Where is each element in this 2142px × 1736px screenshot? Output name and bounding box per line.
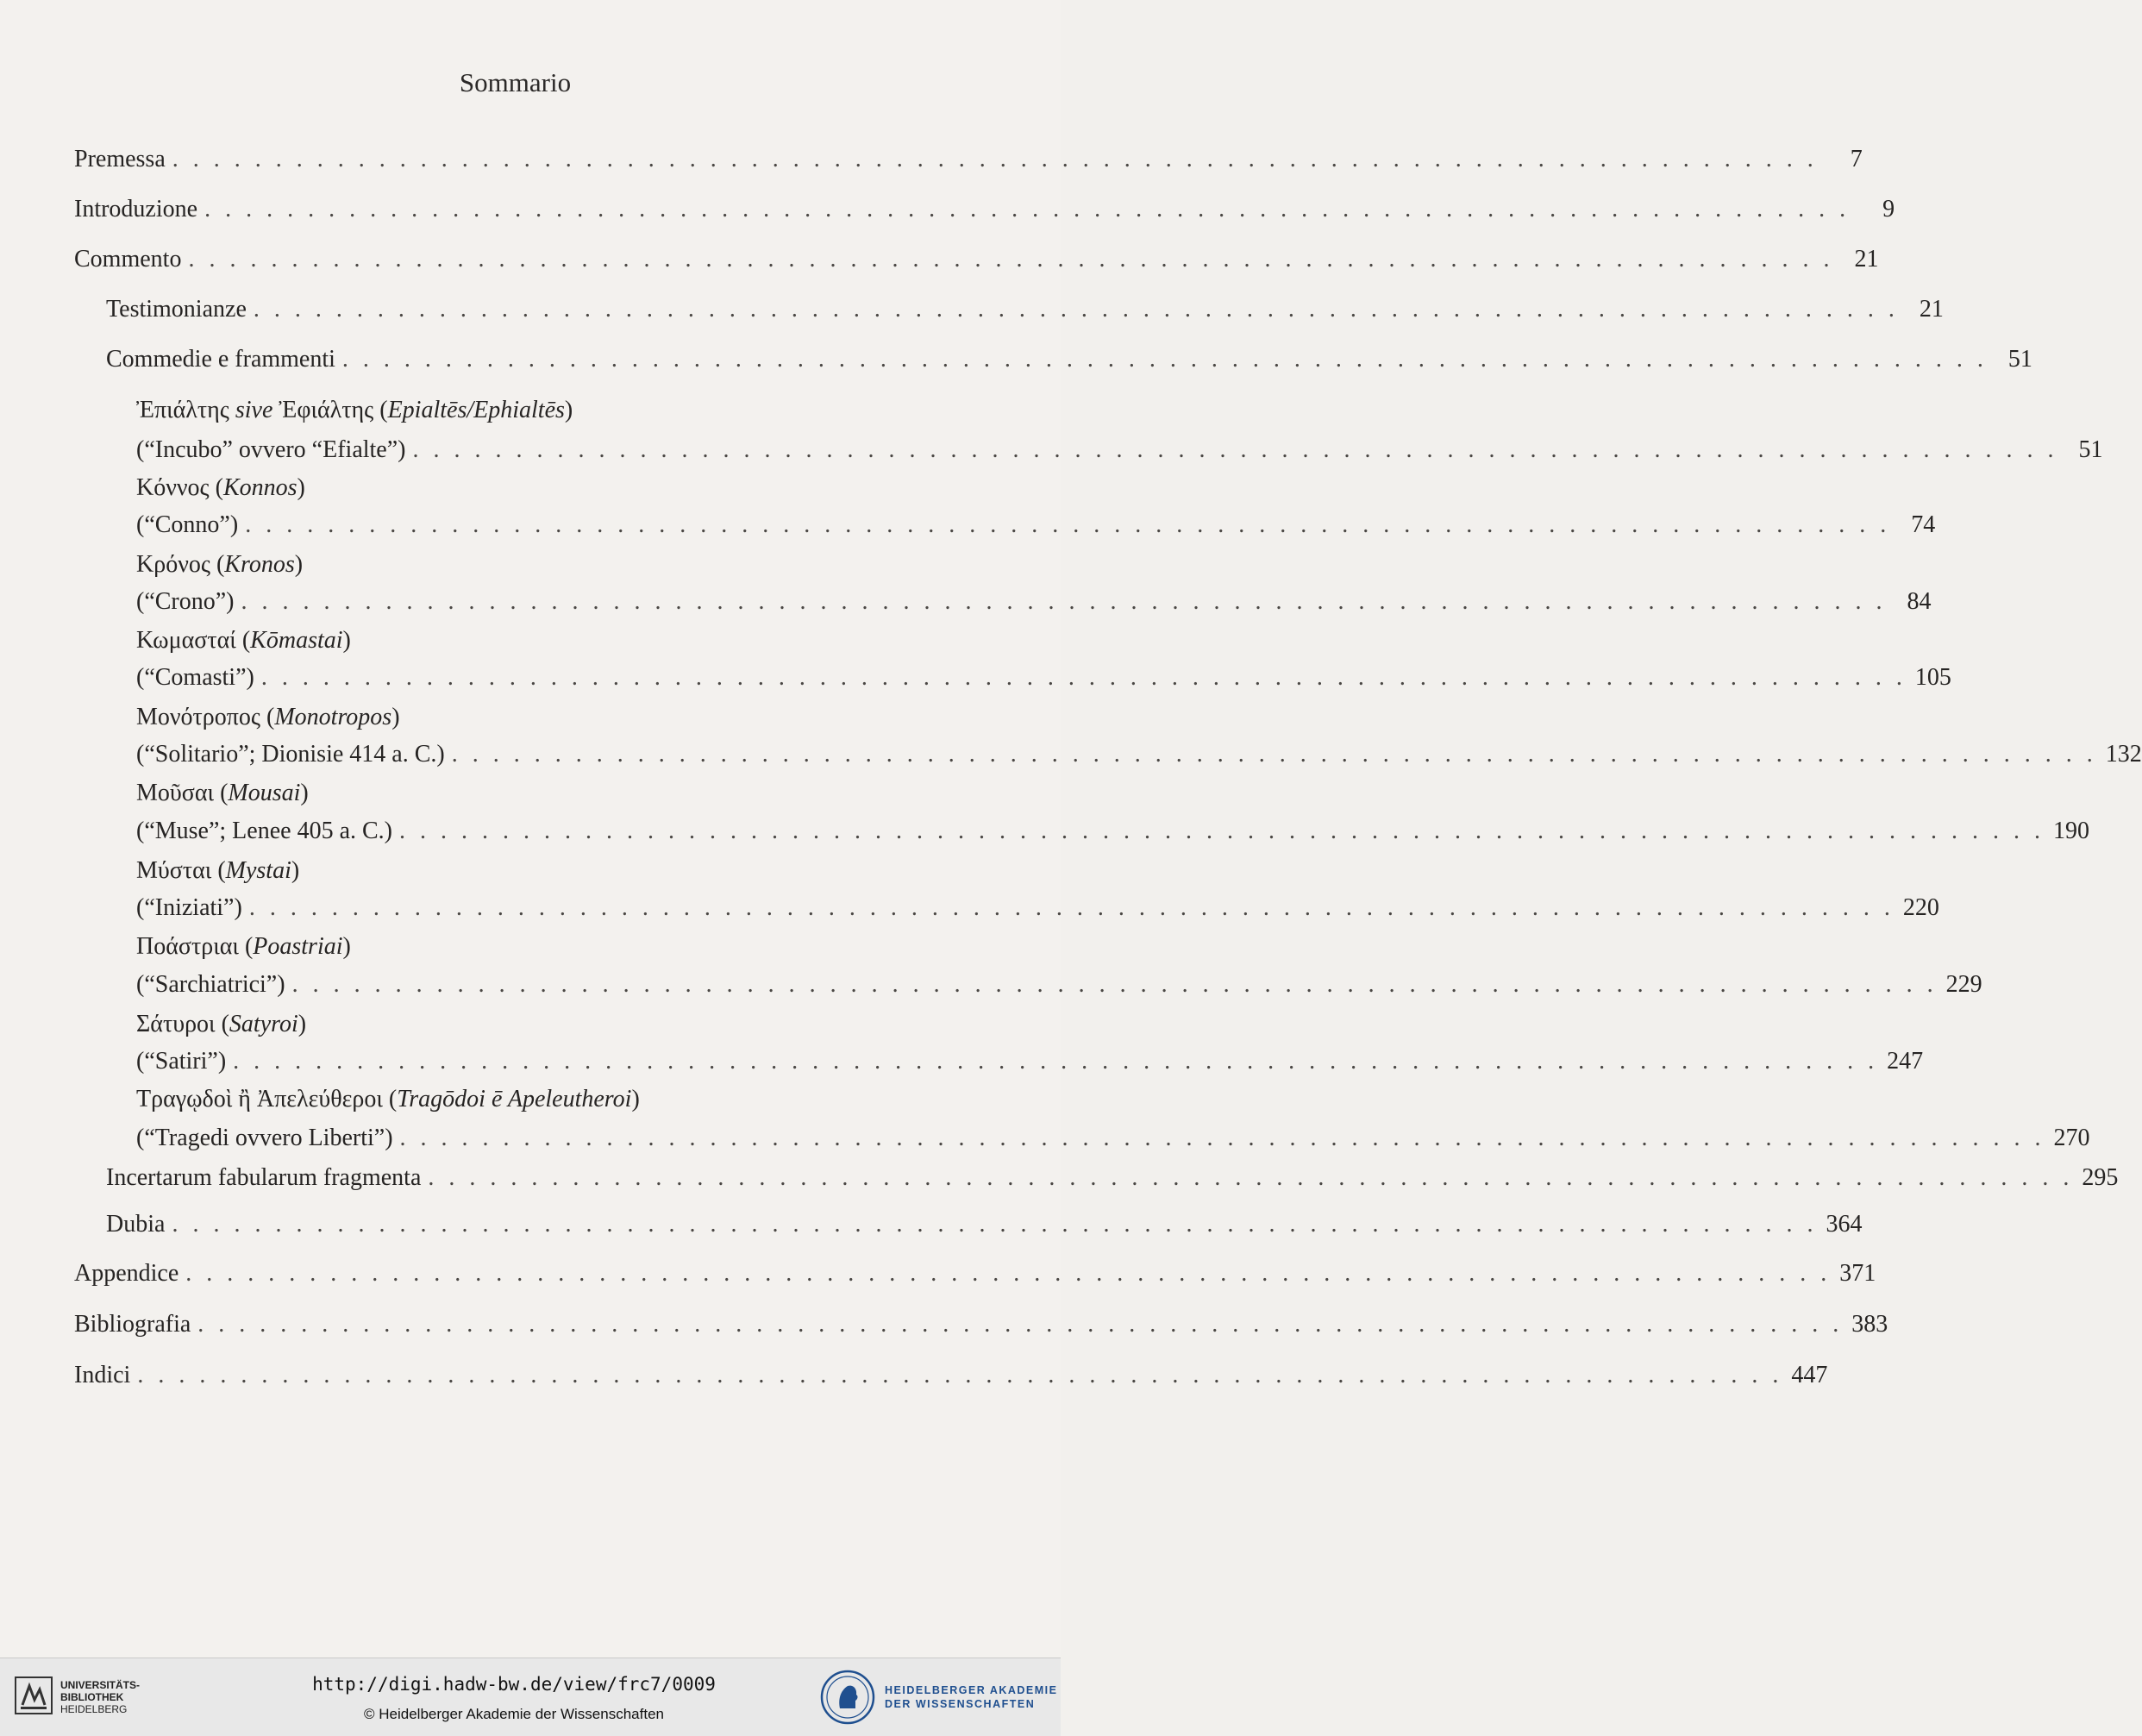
toc-play-title: Τραγῳδοὶ ἢ Ἀπελεύθεροι (Tragōdoi ē Apeleutheroi) xyxy=(136,1086,640,1112)
toc-entry[interactable] xyxy=(74,740,2142,769)
toc-entry-page: 132 xyxy=(2105,741,2142,768)
greek-title: Κόννος xyxy=(136,474,210,501)
toc-play-title: Κωμασταί (Kōmastai) xyxy=(136,627,351,654)
toc-entry[interactable] xyxy=(74,436,2103,465)
toc-entry[interactable] xyxy=(74,1310,1888,1339)
toc-entry-page: 295 xyxy=(2082,1164,2119,1191)
library-line-2: BIBLIOTHEK xyxy=(60,1691,124,1703)
toc-leader-dots: . . . . . . . . . . . . . . . . . . . . . . . . . . . . . . . . . . . . . . . . . . . . . . . . . . . . . . . . . . . . . . . . . . . . . . . . . . . . . . . . xyxy=(204,196,1851,222)
toc-leader-dots: . . . . . . . . . . . . . . . . . . . . . . . . . . . . . . . . . . . . . . . . . . . . . . . . . . . . . . . . . . . . . . . . . . . . . . . . . . . . . . . . xyxy=(260,664,1907,691)
greek-title-alt: Ἐφιάλτης xyxy=(272,397,374,423)
toc-play-title: Κρόνος (Kronos) xyxy=(136,551,304,578)
footer-bar xyxy=(0,1658,1061,1736)
toc-leader-dots: . . . . . . . . . . . . . . . . . . . . . . . . . . . . . . . . . . . . . . . . . . . . . . . . . . . . . . . . . . . . . . . . . . . . . . . . . . . . . . . . xyxy=(233,1048,1879,1075)
toc-entry[interactable] xyxy=(74,893,1939,923)
toc-entry-page: 21 xyxy=(1854,246,1879,273)
toc-entry-page: 105 xyxy=(1914,664,1951,691)
toc-entry-label: Incertarum fabularum fragmenta xyxy=(106,1164,422,1191)
toc-leader-dots: . . . . . . . . . . . . . . . . . . . . . . . . . . . . . . . . . . . . . . . . . . . . . . . . . . . . . . . . . . . . . . . . . . . . . . . . . . . . . . . . xyxy=(172,146,1818,172)
toc-play-title: Ποάστριαι (Poastriai) xyxy=(136,933,351,960)
toc-entry-label: Introduzione xyxy=(74,196,198,222)
toc-entry-label: (“Sarchiatrici”) xyxy=(136,971,285,998)
permalink-url[interactable]: http://digi.hadw-bw.de/view/frc7/0009 xyxy=(312,1674,716,1695)
toc-entry[interactable] xyxy=(74,1047,1924,1076)
toc-entry-label: (“Crono”) xyxy=(136,588,235,615)
toc-leader-dots: . . . . . . . . . . . . . . . . . . . . . . . . . . . . . . . . . . . . . . . . . . . . . . . . . . . . . . . . . . . . . . . . . . . . . . . . . . . . . . . . xyxy=(137,1362,1783,1388)
toc-leader-dots: . . . . . . . . . . . . . . . . . . . . . . . . . . . . . . . . . . . . . . . . . . . . . . . . . . . . . . . . . . . . . . . . . . . . . . . . . . . . . . . . xyxy=(197,1311,1844,1338)
toc-entry-page: 190 xyxy=(2053,818,2089,844)
greek-title: Σάτυροι xyxy=(136,1011,216,1037)
toc-leader-dots: . . . . . . . . . . . . . . . . . . . . . . . . . . . . . . . . . . . . . . . . . . . . . . . . . . . . . . . . . . . . . . . . . . . . . . . . . . . . . . . . xyxy=(241,588,1887,615)
toc-leader-dots: . . . . . . . . . . . . . . . . . . . . . . . . . . . . . . . . . . . . . . . . . . . . . . . . . . . . . . . . . . . . . . . . . . . . . . . . . . . . . . . . xyxy=(291,971,1938,998)
toc-entry-label: Bibliografia xyxy=(74,1311,191,1338)
toc-play-title: Κόννος (Konnos) xyxy=(136,474,305,501)
toc-entry[interactable] xyxy=(74,245,1879,274)
toc-entry-label: Commedie e frammenti xyxy=(106,346,335,373)
toc-play-title: Σάτυροι (Satyroi) xyxy=(136,1011,307,1037)
toc-entry-label: Testimonianze xyxy=(106,296,247,323)
toc-entry[interactable] xyxy=(74,511,1936,540)
toc-entry-page: 84 xyxy=(1907,588,1932,615)
transliteration: Tragōdoi ē Apeleutheroi xyxy=(397,1086,632,1112)
toc-entry-label: (“Comasti”) xyxy=(136,664,254,691)
transliteration: Satyroi xyxy=(229,1011,298,1037)
transliteration: Kōmastai xyxy=(250,627,343,654)
toc-entry-page: 220 xyxy=(1902,894,1939,921)
toc-entry[interactable] xyxy=(74,817,2089,846)
toc-play-title: Μύσται (Mystai) xyxy=(136,857,300,884)
academy-seal-icon xyxy=(819,1669,876,1726)
toc-entry-page: 364 xyxy=(1826,1211,1863,1238)
toc-entry[interactable] xyxy=(74,970,1982,1000)
toc-entry[interactable] xyxy=(74,663,1951,693)
toc-entry-label: Appendice xyxy=(74,1260,179,1287)
toc-entry-page: 371 xyxy=(1839,1260,1876,1287)
greek-title: Μύσται xyxy=(136,857,212,884)
toc-entry-page: 9 xyxy=(1882,196,1895,222)
academy-line-1: HEIDELBERGER AKADEMIE xyxy=(885,1684,1058,1696)
toc-entry[interactable] xyxy=(74,1163,2119,1193)
academy-name xyxy=(885,1683,1058,1711)
toc-entry-page: 229 xyxy=(1945,971,1982,998)
toc-entry-label: (“Iniziati”) xyxy=(136,894,242,921)
toc-leader-dots: . . . . . . . . . . . . . . . . . . . . . . . . . . . . . . . . . . . . . . . . . . . . . . . . . . . . . . . . . . . . . . . . . . . . . . . . . . . . . . . . xyxy=(188,246,1834,273)
toc-entry-page: 21 xyxy=(1919,296,1944,323)
transliteration: Monotropos xyxy=(274,704,392,730)
toc-entry-label: (“Conno”) xyxy=(136,511,239,538)
toc-entry[interactable] xyxy=(74,1259,1876,1288)
toc-entry[interactable] xyxy=(74,1361,1828,1390)
toc-entry-page: 270 xyxy=(2053,1125,2090,1151)
toc-entry-label: (“Solitario”; Dionisie 414 a. C.) xyxy=(136,741,445,768)
toc-play-title: Ἐπιάλτης sive Ἐφιάλτης (Epialtēs/Ephialtēs) xyxy=(136,397,573,423)
greek-title-sive: sive xyxy=(235,397,273,423)
toc-entry-page: 247 xyxy=(1887,1048,1924,1075)
greek-title: Ἐπιάλτης xyxy=(136,397,229,423)
toc-entry-page: 51 xyxy=(2007,346,2032,373)
toc-entry-label: Dubia xyxy=(106,1211,166,1238)
toc-entry-label: (“Muse”; Lenee 405 a. C.) xyxy=(136,818,392,844)
toc-entry[interactable] xyxy=(74,1124,2090,1153)
greek-title: Κωμασταί xyxy=(136,627,236,654)
toc-entry-label: (“Satiri”) xyxy=(136,1048,227,1075)
toc-entry-label: Indici xyxy=(74,1362,131,1388)
toc-entry-label: (“Tragedi ovvero Liberti”) xyxy=(136,1125,393,1151)
toc-leader-dots: . . . . . . . . . . . . . . . . . . . . . . . . . . . . . . . . . . . . . . . . . . . . . . . . . . . . . . . . . . . . . . . . . . . . . . . . . . . . . . . . xyxy=(399,1125,2045,1151)
toc-entry[interactable] xyxy=(74,345,2032,374)
transliteration: Epialtēs/Ephialtēs xyxy=(387,397,565,423)
toc-entry-page: 7 xyxy=(1850,146,1863,172)
academy-line-2: DER WISSENSCHAFTEN xyxy=(885,1698,1036,1710)
toc-leader-dots: . . . . . . . . . . . . . . . . . . . . . . . . . . . . . . . . . . . . . . . . . . . . . . . . . . . . . . . . . . . . . . . . . . . . . . . . . . . . . . . . xyxy=(399,818,2045,844)
transliteration: Mousai xyxy=(228,780,301,806)
library-line-1: UNIVERSITÄTS- xyxy=(60,1679,141,1691)
copyright-notice: © Heidelberger Akademie der Wissenschaften xyxy=(364,1706,664,1722)
greek-title: Κρόνος xyxy=(136,551,210,578)
toc-leader-dots: . . . . . . . . . . . . . . . . . . . . . . . . . . . . . . . . . . . . . . . . . . . . . . . . . . . . . . . . . . . . . . . . . . . . . . . . . . . . . . . . xyxy=(428,1164,2074,1191)
page-title: Sommario xyxy=(459,67,572,97)
toc-leader-dots: . . . . . . . . . . . . . . . . . . . . . . . . . . . . . . . . . . . . . . . . . . . . . . . . . . . . . . . . . . . . . . . . . . . . . . . . . . . . . . . . xyxy=(185,1260,1832,1287)
toc-leader-dots: . . . . . . . . . . . . . . . . . . . . . . . . . . . . . . . . . . . . . . . . . . . . . . . . . . . . . . . . . . . . . . . . . . . . . . . . . . . . . . . . xyxy=(253,296,1899,323)
toc-entry-page: 383 xyxy=(1851,1311,1888,1338)
toc-entry-label: Premessa xyxy=(74,146,166,172)
transliteration: Kronos xyxy=(224,551,295,578)
greek-title: Ποάστριαι xyxy=(136,933,239,960)
toc-entry-label: (“Incubo” ovvero “Efialte”) xyxy=(136,436,406,463)
transliteration: Poastriai xyxy=(253,933,343,960)
toc-entry[interactable] xyxy=(74,295,1944,324)
toc-leader-dots: . . . . . . . . . . . . . . . . . . . . . . . . . . . . . . . . . . . . . . . . . . . . . . . . . . . . . . . . . . . . . . . . . . . . . . . . . . . . . . . . xyxy=(245,511,1891,538)
toc-play-title: Μοῦσαι (Mousai) xyxy=(136,780,309,806)
toc-leader-dots: . . . . . . . . . . . . . . . . . . . . . . . . . . . . . . . . . . . . . . . . . . . . . . . . . . . . . . . . . . . . . . . . . . . . . . . . . . . . . . . . xyxy=(172,1211,1818,1238)
toc-entry-label: Commento xyxy=(74,246,182,273)
transliteration: Mystai xyxy=(225,857,291,884)
toc-leader-dots: . . . . . . . . . . . . . . . . . . . . . . . . . . . . . . . . . . . . . . . . . . . . . . . . . . . . . . . . . . . . . . . . . . . . . . . . . . . . . . . . xyxy=(412,436,2058,463)
library-line-3: HEIDELBERG xyxy=(60,1703,128,1715)
toc-entry[interactable] xyxy=(74,1210,1863,1239)
greek-title: Τραγῳδοὶ ἢ Ἀπελεύθεροι xyxy=(136,1086,383,1112)
toc-entry[interactable] xyxy=(74,195,1895,224)
toc-leader-dots: . . . . . . . . . . . . . . . . . . . . . . . . . . . . . . . . . . . . . . . . . . . . . . . . . . . . . . . . . . . . . . . . . . . . . . . . . . . . . . . . xyxy=(248,894,1895,921)
toc-entry-page: 51 xyxy=(2078,436,2103,463)
greek-title: Μονότροπος xyxy=(136,704,261,730)
toc-entry-page: 447 xyxy=(1791,1362,1828,1388)
toc-entry-page: 74 xyxy=(1911,511,1936,538)
toc-leader-dots: . . . . . . . . . . . . . . . . . . . . . . . . . . . . . . . . . . . . . . . . . . . . . . . . . . . . . . . . . . . . . . . . . . . . . . . . . . . . . . . . xyxy=(451,741,2097,768)
transliteration: Konnos xyxy=(222,474,298,501)
toc-entry[interactable] xyxy=(74,587,1932,617)
toc-leader-dots: . . . . . . . . . . . . . . . . . . . . . . . . . . . . . . . . . . . . . . . . . . . . . . . . . . . . . . . . . . . . . . . . . . . . . . . . . . . . . . . . xyxy=(341,346,1988,373)
toc-play-title: Μονότροπος (Monotropos) xyxy=(136,704,400,730)
greek-title: Μοῦσαι xyxy=(136,780,215,806)
toc-entry[interactable] xyxy=(74,145,1863,174)
